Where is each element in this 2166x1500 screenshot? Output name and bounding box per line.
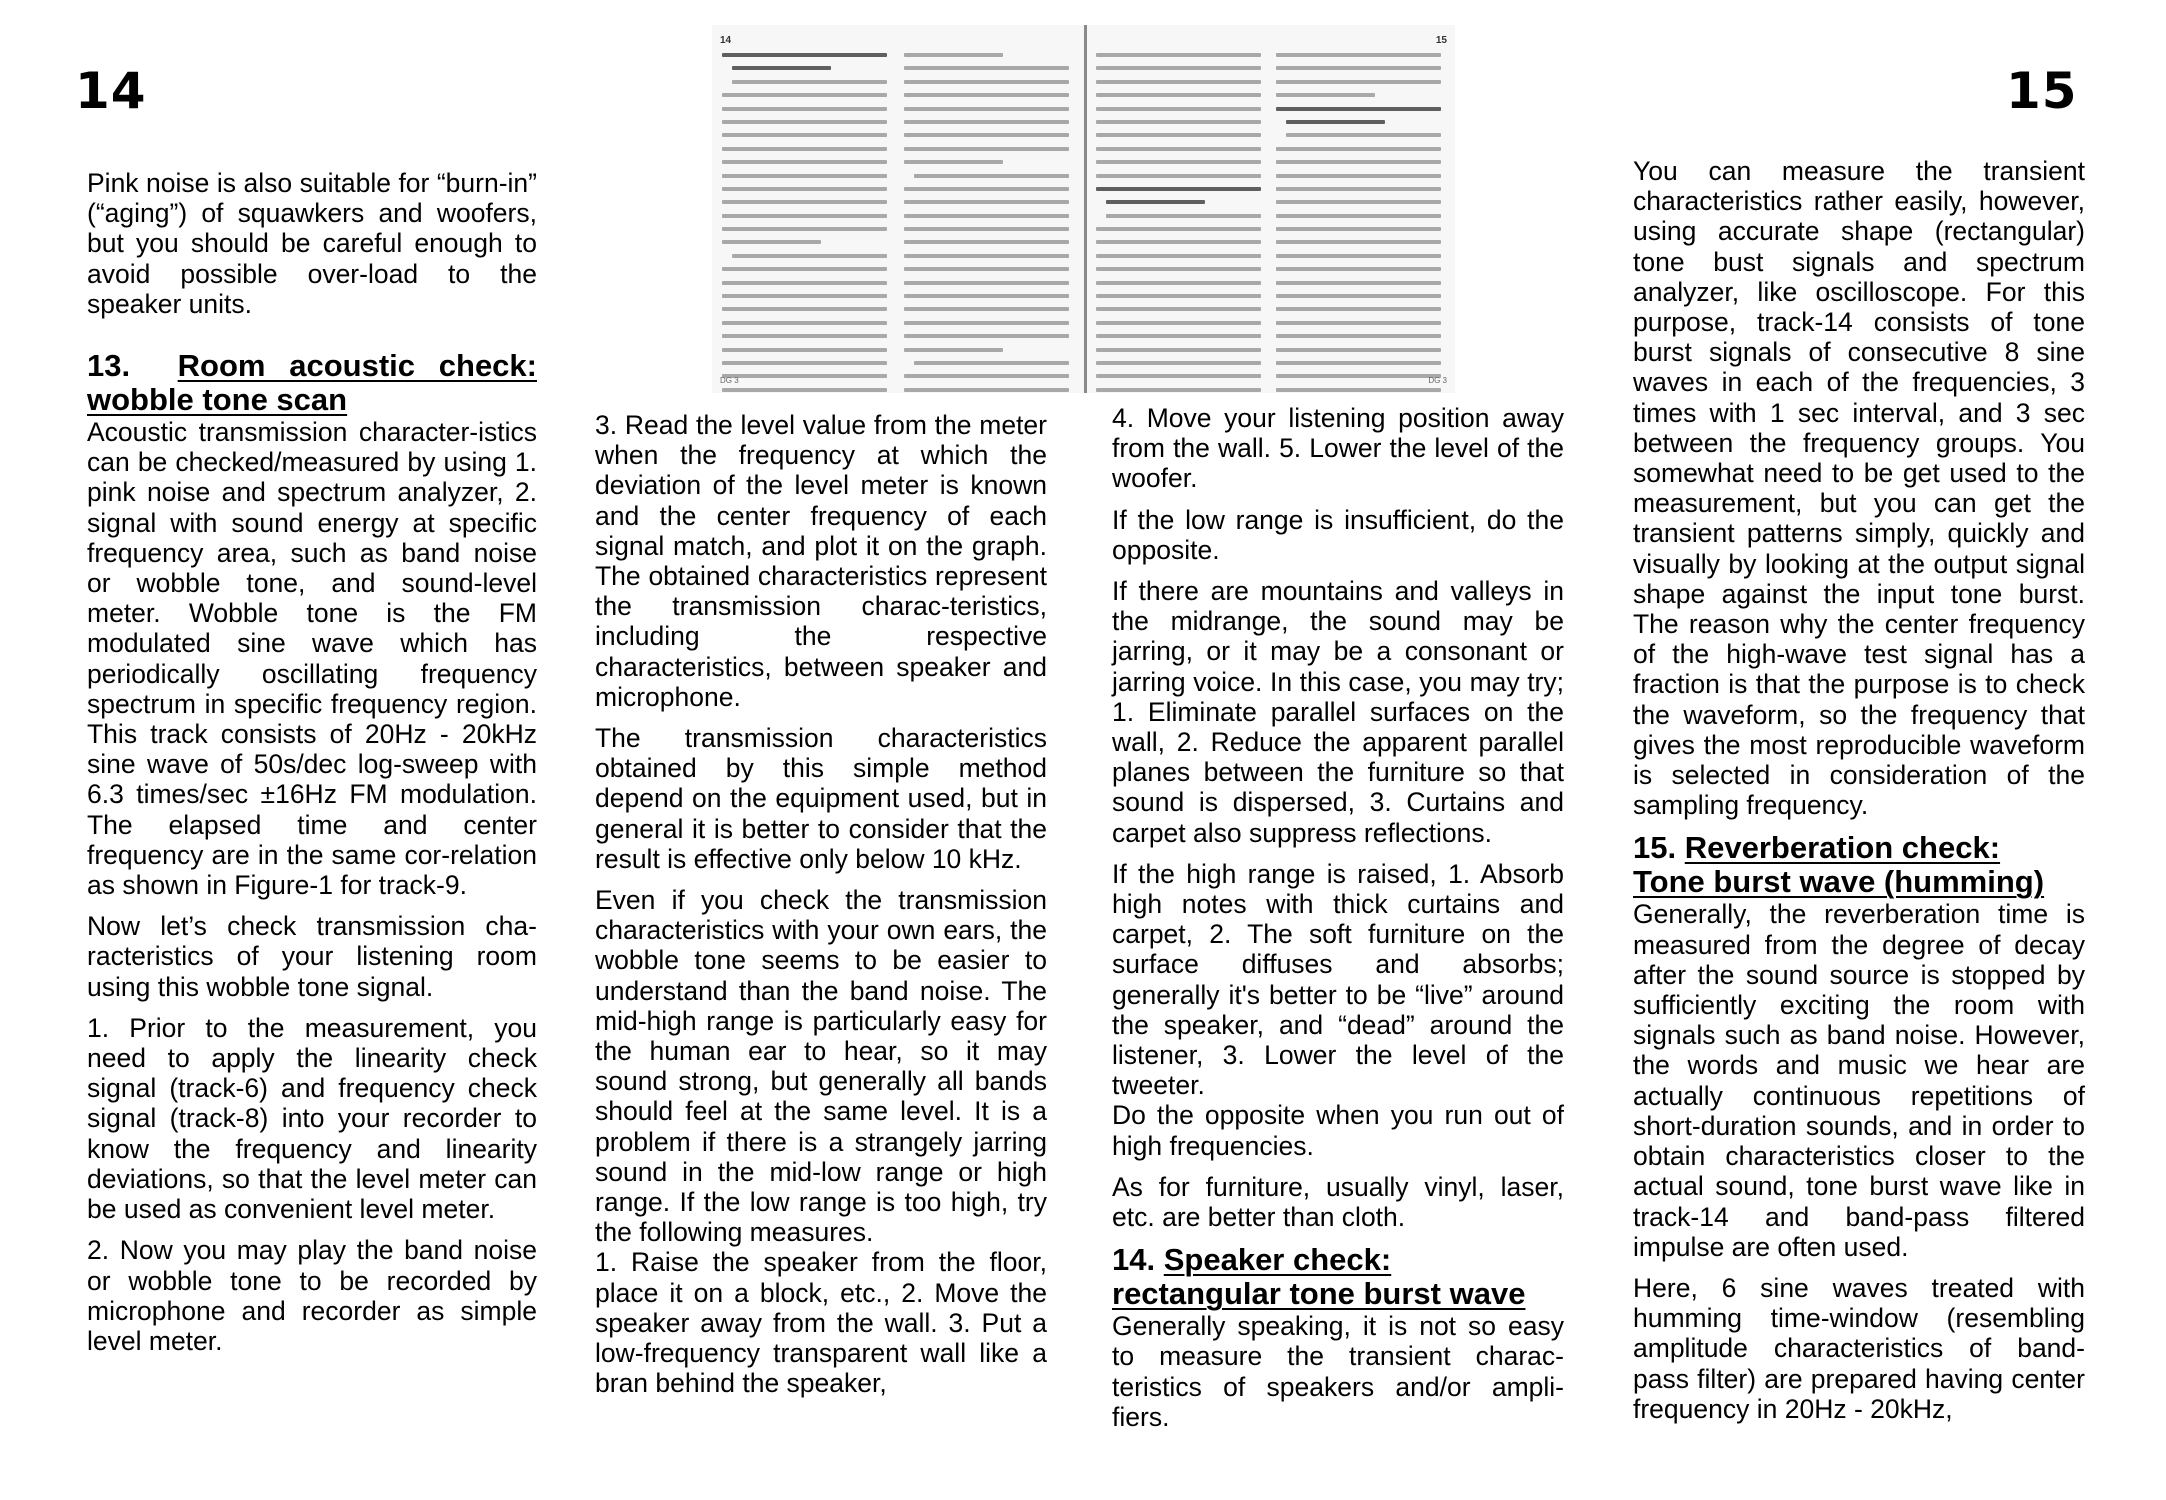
scan-text-block — [904, 53, 1069, 393]
section-13-title-line2: wobble tone scan — [87, 382, 348, 418]
column-1 — [87, 168, 537, 1367]
column-4 — [1633, 156, 2085, 1435]
scan-left-footer: DG 3 — [720, 376, 739, 385]
column-3 — [1112, 403, 1564, 1443]
section-15-title-line1: Reverberation check: — [1684, 830, 2001, 866]
paragraph: Now let’s check transmission cha-racteristics of your listening room using this wobble tone signal. — [87, 911, 537, 1002]
section-14-title-line1: Speaker check: — [1163, 1242, 1392, 1278]
section-15-number: 15. — [1633, 830, 1677, 866]
paragraph: If the low range is insufficient, do the opposite. — [1112, 504, 1564, 565]
scan-text-block — [1096, 53, 1261, 393]
section-14-title-line2: rectangular tone burst wave — [1112, 1276, 1526, 1312]
paragraph: Generally speaking, it is not so easy to measure the transient charac-teristics of speakers and/or ampli-fiers. — [1112, 1311, 1564, 1432]
section-15-heading — [1633, 831, 2085, 899]
scan-right-footer: DG 3 — [1428, 376, 1447, 385]
paragraph: As for furniture, usually vinyl, laser, etc. are better than cloth. — [1112, 1171, 1564, 1233]
scan-text-block — [722, 53, 887, 393]
paragraph: If there are mountains and valleys in the midrange, the sound may be jarring, or it may be a consonant or jarring voice. In this case, you may try; 1. Eliminate parallel surfaces on the wall, 2. Reduce the apparent parallel planes between the furniture so that sound is dispersed, 3. Curtains and carpet also suppress reflections. — [1112, 576, 1564, 848]
paragraph: 2. Now you may play the band noise or wobble tone to be recorded by microphone and recorder as simple level meter. — [87, 1235, 537, 1356]
scanned-original-pages-image — [712, 25, 1455, 393]
section-13-title-line1: Room acoustic check: — [177, 348, 537, 384]
column-2 — [595, 410, 1047, 1410]
paragraph: You can measure the transient characteristics rather easily, however, using accurate shape (rectangular) tone bust signals and spectrum analyzer, like oscilloscope. For this purpose, track-14 consists of tone burst signals of consecutive 8 sine waves in each of the frequencies, 3 times with 1 sec interval, and 3 sec between the frequency groups. You somewhat need to be get used to the measurement, but you can get the transient patterns simply, quickly and visually by looking at the output signal shape against the input tone burst. The reason why the center frequency of the high-wave test signal has a fraction is that the purpose is to check the waveform, so the frequency that gives the most reproducible waveform is selected in consideration of the sampling frequency. — [1633, 156, 2085, 821]
paragraph: Generally, the reverberation time is measured from the degree of decay after the sound source is stopped by sufficiently exciting the room with signals such as band noise. However, the words and music we hear are actually continuous repetitions of short-duration sounds, and in order to obtain characteristics closer to the actual sound, tone burst wave like in track-14 and band-pass filtered impulse are often used. — [1633, 899, 2085, 1262]
paragraph: Here, 6 sine waves treated with humming time-window (resembling amplitude characteristics of band-pass filter) are prepared having center frequency in 20Hz - 20kHz, — [1633, 1272, 2085, 1424]
scan-left-page — [712, 25, 1084, 393]
paragraph: Do the opposite when you run out of high frequencies. — [1112, 1100, 1564, 1161]
book-spine-divider — [1084, 25, 1087, 393]
page-number-left: 14 — [75, 62, 147, 120]
paragraph: Acoustic transmission character-istics can be checked/measured by using 1. pink noise and spectrum analyzer, 2. signal with sound energy at specific frequency area, such as band noise or wobble tone, and sound-level meter. Wobble tone is the FM modulated sine wave which has periodically oscillating frequency spectrum in specific frequency region. This track consists of 20Hz - 20kHz sine wave of 50s/dec log-sweep with 6.3 times/sec ±16Hz FM modulation. The elapsed time and center frequency are in the same cor-relation as shown in Figure-1 for track-9. — [87, 417, 537, 901]
scan-left-page-number: 14 — [720, 35, 732, 46]
section-14-heading — [1112, 1243, 1564, 1311]
paragraph: The transmission characteristics obtained by this simple method depend on the equipment used, but in general it is better to consider that the result is effective only below 10 kHz. — [595, 723, 1047, 874]
section-13-heading — [87, 349, 537, 417]
scan-text-block — [1276, 53, 1441, 393]
paragraph: If the high range is raised, 1. Absorb high notes with thick curtains and carpet, 2. The soft furniture on the surface diffuses and absorbs; generally it's better to be “live” around the speaker, and “dead” around the listener, 3. Lower the level of the tweeter. — [1112, 858, 1564, 1101]
section-13-number: 13. — [87, 348, 131, 384]
page-number-right: 15 — [2006, 62, 2078, 120]
paragraph: 4. Move your listening position away from the wall. 5. Lower the level of the woofer. — [1112, 403, 1564, 494]
paragraph: 3. Read the level value from the meter when the frequency at which the deviation of the level meter is known and the center frequency of each signal match, and plot it on the graph. The obtained characteristics represent the transmission charac-teristics, including the respective characteristics, between speaker and microphone. — [595, 410, 1047, 712]
section-15-title-line2: Tone burst wave (humming) — [1633, 864, 2045, 900]
section-14-number: 14. — [1112, 1242, 1156, 1278]
scan-right-page-number: 15 — [1435, 35, 1447, 46]
intro-paragraph: Pink noise is also suitable for “burn-in” (“aging”) of squawkers and woofers, but you should be careful enough to avoid possible over-load to the speaker units. — [87, 168, 537, 319]
paragraph: 1. Prior to the measurement, you need to apply the linearity check signal (track-6) and frequency check signal (track-8) into your recorder to know the frequency and linearity deviations, so that the level meter can be used as convenient level meter. — [87, 1012, 537, 1225]
scan-right-page — [1088, 25, 1455, 393]
paragraph: Even if you check the transmission characteristics with your own ears, the wobble tone seems to be easier to understand than the band noise. The mid-high range is particularly easy for the human ear to hear, so it may sound strong, but generally all bands should feel at the same level. It is a problem if there is a strangely jarring sound in the mid-low range or high range. If the low range is too high, try the following measures. — [595, 885, 1047, 1248]
paragraph: 1. Raise the speaker from the floor, place it on a block, etc., 2. Move the speaker away from the wall. 3. Put a low-frequency transparent wall like a bran behind the speaker, — [595, 1247, 1047, 1399]
